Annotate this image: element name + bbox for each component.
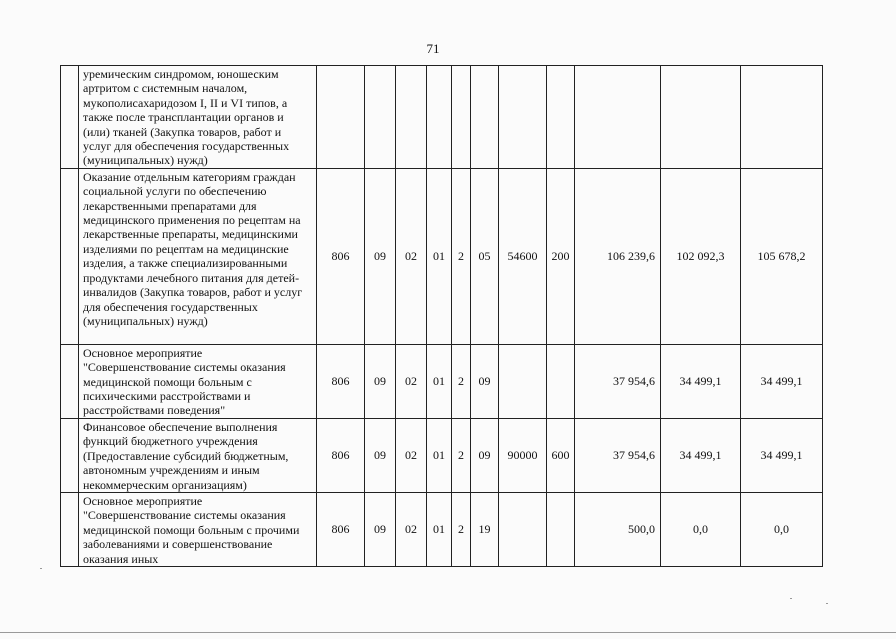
cell-amount-3: 0,0 (741, 492, 823, 566)
cell-amount-2 (661, 66, 741, 169)
cell-direction (499, 66, 547, 169)
cell-section (365, 66, 396, 169)
cell-expense-type: 600 (547, 418, 575, 492)
cell-ministry: 806 (317, 418, 365, 492)
cell-subsection (396, 66, 427, 169)
cell-main-event (471, 66, 499, 169)
cell-description: Основное мероприятие "Совершенствование системы оказания медицинской помощи больным с прочими заболеваниями и совершенствование оказания иных (79, 492, 317, 566)
cell-subsection: 02 (396, 492, 427, 566)
table-row (61, 418, 823, 492)
cell-section: 09 (365, 492, 396, 566)
table-row (61, 492, 823, 566)
cell-expense-type (547, 66, 575, 169)
cell-amount-2: 34 499,1 (661, 418, 741, 492)
cell-amount-1: 37 954,6 (575, 344, 661, 418)
cell-amount-1: 37 954,6 (575, 418, 661, 492)
cell-subprogram: 2 (452, 344, 471, 418)
cell-subprogram (452, 66, 471, 169)
cell-subsection: 02 (396, 168, 427, 344)
cell-direction (499, 344, 547, 418)
cell-expense-type (547, 344, 575, 418)
table-row (61, 66, 823, 169)
cell-ministry: 806 (317, 492, 365, 566)
cell-amount-3: 105 678,2 (741, 168, 823, 344)
cell-main-event: 09 (471, 344, 499, 418)
cell-description: Оказание отдельным категориям граждан социальной услуги по обеспечению лекарственными препаратами для медицинского применения по рецептам на лекарственные препараты, медицинскими изделиями по рецептам на медицинские изделия, а также специализированными продуктами лечебного питания для детей-инвалидов (Закупка товаров, работ и услуг для обеспечения государственных (муниципальных) нужд) (79, 168, 317, 344)
cell-ministry: 806 (317, 344, 365, 418)
cell-amount-2: 34 499,1 (661, 344, 741, 418)
cell-index (61, 418, 79, 492)
cell-program (427, 66, 452, 169)
cell-program: 01 (427, 168, 452, 344)
scan-speck (790, 598, 792, 599)
cell-index (61, 168, 79, 344)
cell-main-event: 09 (471, 418, 499, 492)
scan-speck (40, 568, 42, 569)
table-body (61, 66, 823, 567)
cell-program: 01 (427, 344, 452, 418)
cell-subsection: 02 (396, 418, 427, 492)
cell-amount-2: 102 092,3 (661, 168, 741, 344)
cell-subprogram: 2 (452, 168, 471, 344)
cell-amount-3: 34 499,1 (741, 418, 823, 492)
cell-amount-3 (741, 66, 823, 169)
table-row (61, 168, 823, 344)
cell-ministry (317, 66, 365, 169)
cell-amount-3: 34 499,1 (741, 344, 823, 418)
cell-ministry: 806 (317, 168, 365, 344)
cell-amount-2: 0,0 (661, 492, 741, 566)
cell-index (61, 344, 79, 418)
cell-program: 01 (427, 492, 452, 566)
cell-subprogram: 2 (452, 492, 471, 566)
cell-description: Основное мероприятие "Совершенствование системы оказания медицинской помощи больным с психическими расстройствами и расстройствами поведения" (79, 344, 317, 418)
cell-expense-type (547, 492, 575, 566)
cell-section: 09 (365, 344, 396, 418)
cell-subsection: 02 (396, 344, 427, 418)
cell-index (61, 492, 79, 566)
cell-amount-1: 500,0 (575, 492, 661, 566)
cell-description: Финансовое обеспечение выполнения функций бюджетного учреждения (Предоставление субсидий бюджетным, автономным учреждениям и иным некоммерческим организациям) (79, 418, 317, 492)
cell-subprogram: 2 (452, 418, 471, 492)
cell-direction (499, 492, 547, 566)
cell-index (61, 66, 79, 169)
page-number: 71 (426, 41, 440, 56)
budget-table (60, 65, 823, 567)
cell-direction: 54600 (499, 168, 547, 344)
scan-speck (826, 603, 828, 604)
cell-direction: 90000 (499, 418, 547, 492)
cell-description: уремическим синдромом, юношеским артритом с системным началом, мукополисахаридозом I, II и VI типов, а также после трансплантации органов и (или) тканей (Закупка товаров, работ и услуг для обеспечения государственных (муниципальных) нужд) (79, 66, 317, 169)
cell-section: 09 (365, 418, 396, 492)
scan-edge-line (0, 632, 896, 633)
cell-main-event: 05 (471, 168, 499, 344)
cell-section: 09 (365, 168, 396, 344)
table-row (61, 344, 823, 418)
cell-program: 01 (427, 418, 452, 492)
cell-amount-1: 106 239,6 (575, 168, 661, 344)
cell-expense-type: 200 (547, 168, 575, 344)
cell-main-event: 19 (471, 492, 499, 566)
cell-amount-1 (575, 66, 661, 169)
